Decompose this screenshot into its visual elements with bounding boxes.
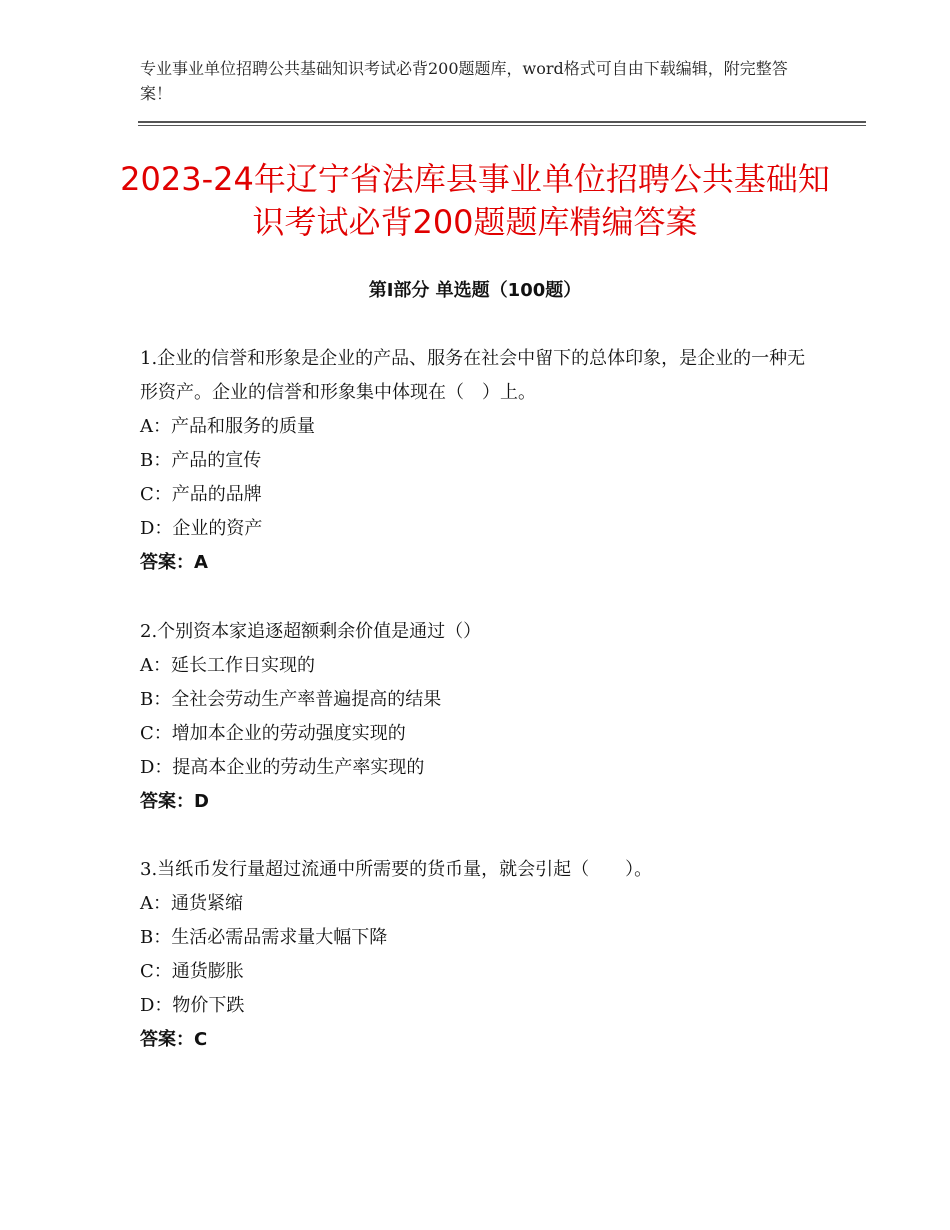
option-b: B：生活必需品需求量大幅下降 <box>140 927 388 948</box>
answer-line: 答案：A <box>140 552 208 573</box>
option-a: A：产品和服务的质量 <box>140 416 315 437</box>
header-note: 专业事业单位招聘公共基础知识考试必背200题题库，word格式可自由下载编辑，附完整答案！ <box>140 59 788 103</box>
option-b: B：全社会劳动生产率普遍提高的结果 <box>140 689 442 710</box>
option-a: A：通货紧缩 <box>140 893 243 914</box>
option-c: C：通货膨胀 <box>140 961 244 982</box>
question-block <box>140 342 820 580</box>
section-heading: 第Ⅰ部分 单选题（100题） <box>368 280 582 301</box>
document-title: 2023-24年辽宁省法库县事业单位招聘公共基础知识考试必背200题题库精编答案 <box>120 160 830 241</box>
question-block <box>140 853 820 1057</box>
option-d: D：企业的资产 <box>140 518 263 539</box>
answer-line: 答案：C <box>140 1029 208 1050</box>
header-rule-thick <box>138 121 866 123</box>
question-text: 2.个别资本家追逐超额剩余价值是通过（） <box>140 621 482 642</box>
question-block <box>140 615 820 819</box>
header-rule-thin <box>138 125 866 126</box>
answer-line: 答案：D <box>140 791 209 812</box>
question-text: 3.当纸币发行量超过流通中所需要的货币量，就会引起（ ）。 <box>140 859 653 880</box>
option-c: C：产品的品牌 <box>140 484 262 505</box>
option-d: D：提高本企业的劳动生产率实现的 <box>140 757 425 778</box>
option-b: B：产品的宣传 <box>140 450 262 471</box>
question-text: 1.企业的信誉和形象是企业的产品、服务在社会中留下的总体印象，是企业的一种无形资产。企业的信誉和形象集中体现在（ ）上。 <box>140 348 806 403</box>
option-c: C：增加本企业的劳动强度实现的 <box>140 723 406 744</box>
option-d: D：物价下跌 <box>140 995 245 1016</box>
option-a: A：延长工作日实现的 <box>140 655 315 676</box>
